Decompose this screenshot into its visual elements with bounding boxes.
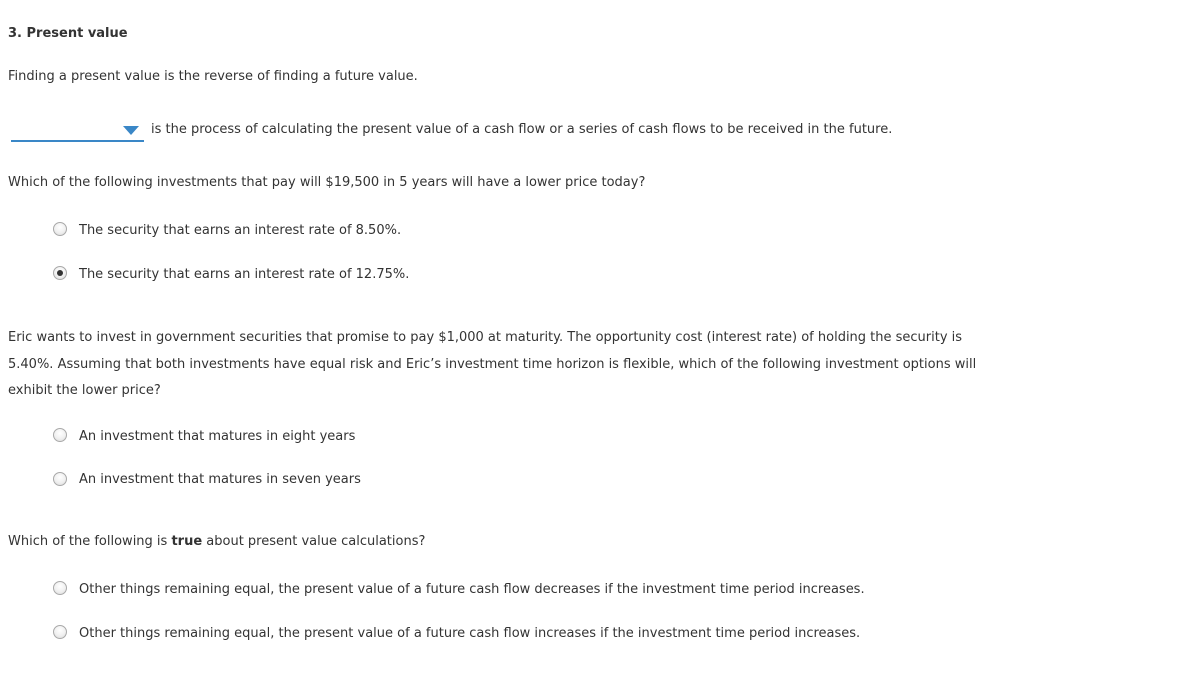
q2-option-1-radio[interactable] bbox=[53, 428, 67, 442]
chevron-down-icon bbox=[123, 126, 139, 135]
intro-text: Finding a present value is the reverse of finding a future value. bbox=[8, 69, 418, 84]
q1-option-1-radio[interactable] bbox=[53, 222, 67, 236]
section-title: 3. Present value bbox=[8, 26, 128, 41]
q1-option-2-radio[interactable] bbox=[53, 266, 67, 280]
q3-option-1-radio[interactable] bbox=[53, 581, 67, 595]
q2-option-2-label[interactable]: An investment that matures in seven years bbox=[79, 472, 361, 487]
q3-question-prefix: Which of the following is bbox=[8, 534, 172, 549]
q1-option-2-label[interactable]: The security that earns an interest rate of 12.75%. bbox=[79, 267, 410, 282]
q3-option-1-label[interactable]: Other things remaining equal, the present value of a future cash flow decreases if the investment time period increases. bbox=[79, 582, 865, 597]
q2-question: Eric wants to invest in government securities that promise to pay $1,000 at maturity. The opportunity cost (interest rate) of holding the security is 5.40%. Assuming that both investments have equal risk and Eric’s investment time horizon is flexible, which of the following investment options will exhibit the lower price? bbox=[8, 330, 977, 398]
q1-option-1-label[interactable]: The security that earns an interest rate of 8.50%. bbox=[79, 223, 402, 238]
q3-option-2-label[interactable]: Other things remaining equal, the present value of a future cash flow increases if the investment time period increases. bbox=[79, 626, 861, 641]
q3-question bbox=[8, 534, 425, 550]
q3-question-emphasis: true bbox=[171, 534, 203, 549]
q3-option-2-radio[interactable] bbox=[53, 625, 67, 639]
q2-option-1-label[interactable]: An investment that matures in eight years bbox=[79, 429, 356, 444]
term-dropdown[interactable] bbox=[11, 122, 144, 142]
q2-option-2-radio[interactable] bbox=[53, 472, 67, 486]
dropdown-suffix-text: is the process of calculating the present value of a cash flow or a series of cash flows to be received in the future. bbox=[151, 122, 893, 137]
q3-question-suffix: about present value calculations? bbox=[202, 534, 426, 549]
q1-question: Which of the following investments that pay will $19,500 in 5 years will have a lower price today? bbox=[8, 175, 646, 190]
